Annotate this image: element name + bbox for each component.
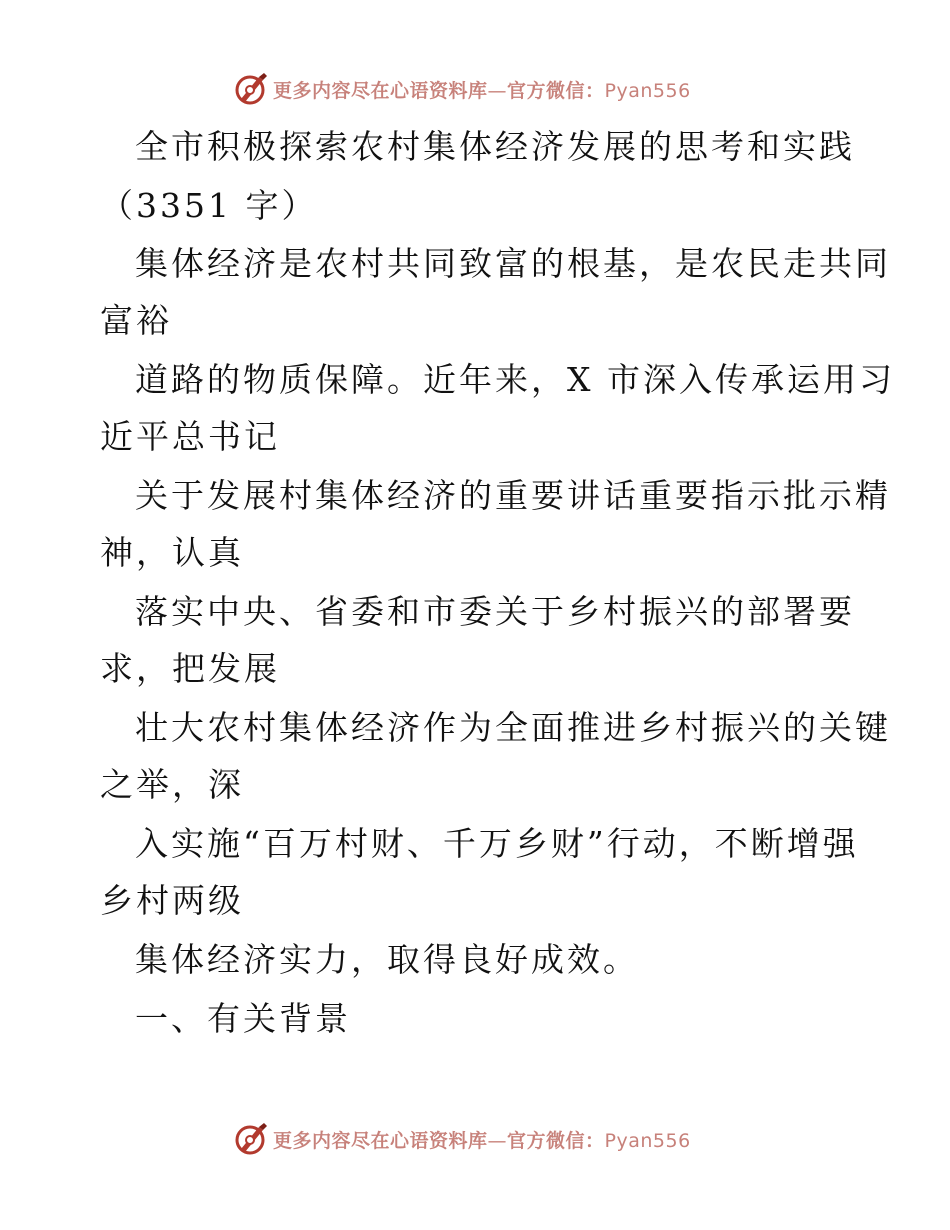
header-watermark [233, 71, 713, 107]
paragraph-line: 求，把发展 [100, 649, 280, 688]
paragraph-line: 富裕 [100, 301, 172, 340]
paragraph-line: 壮大农村集体经济作为全面推进乡村振兴的关键 [135, 708, 891, 747]
section-heading: 一、有关背景 [135, 999, 351, 1038]
watermark-main-text: 更多内容尽在心语资料库 [273, 1129, 488, 1152]
watermark-contact-id: Pyan556 [604, 1129, 691, 1152]
watermark-dash: — [487, 79, 508, 102]
paragraph-line: 集体经济实力，取得良好成效。 [135, 940, 639, 979]
footer-watermark [233, 1121, 713, 1157]
watermark-contact-id: Pyan556 [604, 79, 691, 102]
paragraph-line: 入实施“百万村财、千万乡财”行动，不断增强 [135, 824, 859, 863]
paragraph-line: 落实中央、省委和市委关于乡村振兴的部署要 [135, 592, 855, 631]
paragraph-line: 乡村两级 [100, 881, 244, 920]
word-count: （3351 字） [100, 186, 318, 225]
document-title: 全市积极探索农村集体经济发展的思考和实践 [135, 127, 855, 166]
watermark-dash: — [487, 1129, 508, 1152]
pen-circle-logo-icon [233, 1121, 269, 1157]
paragraph-line: 神，认真 [100, 533, 244, 572]
paragraph-line: 道路的物质保障。近年来，X 市深入传承运用习 [135, 360, 895, 399]
pen-circle-logo-icon [233, 71, 269, 107]
paragraph-line: 集体经济是农村共同致富的根基，是农民走共同 [135, 244, 891, 283]
watermark-contact-label: 官方微信： [507, 1129, 605, 1152]
paragraph-line: 关于发展村集体经济的重要讲话重要指示批示精 [135, 476, 891, 515]
paragraph-line: 近平总书记 [100, 417, 280, 456]
paragraph-line: 之举，深 [100, 765, 244, 804]
watermark-contact-label: 官方微信： [507, 79, 605, 102]
watermark-main-text: 更多内容尽在心语资料库 [273, 79, 488, 102]
